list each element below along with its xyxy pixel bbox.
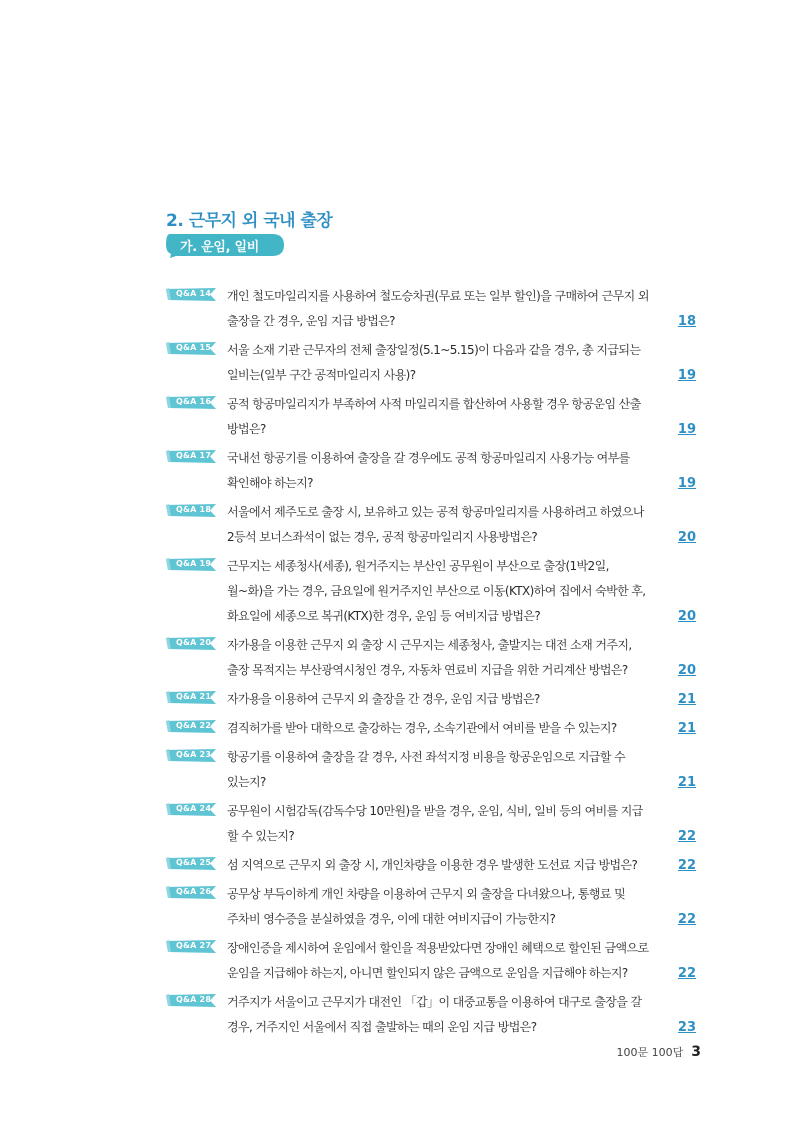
qa-badge <box>166 558 216 571</box>
qa-badge <box>166 504 216 517</box>
qa-badge-label: Q&A 27 <box>176 941 212 950</box>
qa-badge-label: Q&A 23 <box>176 750 212 759</box>
qa-question <box>227 745 696 795</box>
qa-question <box>227 990 696 1040</box>
qa-question-line: 자가용을 이용하여 근무지 외 출장을 간 경우, 운임 지급 방법은? <box>227 692 540 706</box>
qa-question-line: 근무지는 세종청사(세종), 원거주지는 부산인 공무원이 부산으로 출장(1박2일, <box>227 559 609 573</box>
qa-page-link[interactable]: 22 <box>677 829 696 844</box>
qa-item[interactable] <box>166 687 696 712</box>
page-footer <box>617 1041 702 1060</box>
qa-page-link[interactable]: 20 <box>677 530 696 545</box>
qa-badge-label: Q&A 18 <box>176 505 212 514</box>
qa-question-line: 확인해야 하는지? <box>227 476 313 490</box>
qa-item[interactable] <box>166 554 696 629</box>
qa-question-line: 출장을 간 경우, 운임 지급 방법은? <box>227 314 395 328</box>
qa-item[interactable] <box>166 633 696 683</box>
qa-badge <box>166 940 216 953</box>
qa-badge <box>166 342 216 355</box>
qa-page-link[interactable]: 21 <box>677 775 696 790</box>
qa-question-line: 겸직허가를 받아 대학으로 출강하는 경우, 소속기관에서 여비를 받을 수 있는지? <box>227 721 617 735</box>
qa-item[interactable] <box>166 392 696 442</box>
qa-badge <box>166 720 216 733</box>
qa-question-line: 서울에서 제주도로 출장 시, 보유하고 있는 공적 항공마일리지를 사용하려고 하였으나 <box>227 505 644 519</box>
qa-badge-label: Q&A 14 <box>176 289 212 298</box>
qa-badge-label: Q&A 28 <box>176 995 212 1004</box>
qa-page-link[interactable]: 18 <box>677 314 696 329</box>
footer-page-number: 3 <box>691 1044 701 1060</box>
qa-badge-label: Q&A 16 <box>176 397 212 406</box>
subsection-title: 가. 운임, 일비 <box>180 240 260 255</box>
qa-item[interactable] <box>166 882 696 932</box>
qa-page-link[interactable]: 21 <box>677 721 696 736</box>
qa-question-line: 주차비 영수증을 분실하였을 경우, 이에 대한 여비지급이 가능한지? <box>227 912 556 926</box>
qa-badge-label: Q&A 20 <box>176 638 212 647</box>
qa-badge <box>166 886 216 899</box>
qa-question-line: 항공기를 이용하여 출장을 갈 경우, 사전 좌석지정 비용을 항공운임으로 지급할 수 <box>227 750 626 764</box>
qa-badge <box>166 396 216 409</box>
qa-badge <box>166 637 216 650</box>
qa-page-link[interactable]: 22 <box>677 966 696 981</box>
qa-badge-label: Q&A 19 <box>176 559 212 568</box>
qa-question-line: 공무원이 시험감독(감독수당 10만원)을 받을 경우, 운임, 식비, 일비 등의 여비를 지급 <box>227 804 643 818</box>
qa-badge <box>166 994 216 1007</box>
qa-page-link[interactable]: 22 <box>677 912 696 927</box>
qa-question <box>227 882 696 932</box>
qa-page-link[interactable]: 19 <box>677 368 696 383</box>
qa-question <box>227 799 696 849</box>
qa-item[interactable] <box>166 716 696 741</box>
qa-question-line: 경우, 거주지인 서울에서 직접 출발하는 때의 운임 지급 방법은? <box>227 1020 537 1034</box>
qa-item[interactable] <box>166 284 696 334</box>
qa-question-line: 운임을 지급해야 하는지, 아니면 할인되지 않은 금액으로 운임을 지급해야 하는지? <box>227 966 628 980</box>
qa-item[interactable] <box>166 338 696 388</box>
qa-question-line: 공무상 부득이하게 개인 차량을 이용하여 근무지 외 출장을 다녀왔으나, 통행료 및 <box>227 887 626 901</box>
footer-book-title: 100문 100답 <box>616 1046 684 1059</box>
qa-question-line: 출장 목적지는 부산광역시청인 경우, 자동차 연료비 지급을 위한 거리계산 방법은? <box>227 663 628 677</box>
qa-badge-label: Q&A 22 <box>176 721 212 730</box>
qa-question-line: 공적 항공마일리지가 부족하여 사적 마일리지를 합산하여 사용할 경우 항공운임 산출 <box>227 397 641 411</box>
qa-item[interactable] <box>166 799 696 849</box>
qa-item[interactable] <box>166 936 696 986</box>
qa-question-line: 개인 철도마일리지를 사용하여 철도승차권(무료 또는 일부 할인)을 구매하여 근무지 외 <box>227 289 649 303</box>
qa-question-line: 자가용을 이용한 근무지 외 출장 시 근무지는 세종청사, 출발지는 대전 소재 거주지, <box>227 638 632 652</box>
qa-question-line: 섬 지역으로 근무지 외 출장 시, 개인차량을 이용한 경우 발생한 도선료 지급 방법은? <box>227 858 638 872</box>
qa-badge <box>166 803 216 816</box>
qa-page-link[interactable]: 22 <box>677 858 696 873</box>
qa-question-line: 할 수 있는지? <box>227 829 295 843</box>
qa-question-line: 월~화)을 가는 경우, 금요일에 원거주지인 부산으로 이동(KTX)하여 집에서 숙박한 후, <box>227 584 646 598</box>
qa-question-line: 방법은? <box>227 422 266 436</box>
qa-item[interactable] <box>166 446 696 496</box>
qa-badge-label: Q&A 26 <box>176 887 212 896</box>
qa-page-link[interactable]: 20 <box>677 663 696 678</box>
qa-question-line: 일비는(일부 구간 공적마일리지 사용)? <box>227 368 416 382</box>
section-title: 2. 근무지 외 국내 출장 <box>166 211 333 231</box>
qa-item[interactable] <box>166 500 696 550</box>
qa-question <box>227 853 696 878</box>
qa-question-line: 화요일에 세종으로 복귀(KTX)한 경우, 운임 등 여비지급 방법은? <box>227 609 541 623</box>
qa-question-line: 장애인증을 제시하여 운임에서 할인을 적용받았다면 장애인 혜택으로 할인된 금액으로 <box>227 941 649 955</box>
qa-badge-label: Q&A 17 <box>176 451 212 460</box>
qa-page-link[interactable]: 23 <box>677 1020 696 1035</box>
qa-badge <box>166 857 216 870</box>
qa-question <box>227 446 696 496</box>
qa-item[interactable] <box>166 853 696 878</box>
qa-badge-label: Q&A 21 <box>176 692 212 701</box>
qa-question <box>227 687 696 712</box>
subsection-tab <box>166 234 284 256</box>
qa-question-line: 거주지가 서울이고 근무지가 대전인 「갑」이 대중교통을 이용하여 대구로 출장을 갈 <box>227 995 642 1009</box>
qa-badge <box>166 450 216 463</box>
qa-question-line: 국내선 항공기를 이용하여 출장을 갈 경우에도 공적 항공마일리지 사용가능 여부를 <box>227 451 630 465</box>
qa-badge <box>166 691 216 704</box>
qa-question-line: 2등석 보너스좌석이 없는 경우, 공적 항공마일리지 사용방법은? <box>227 530 538 544</box>
qa-page-link[interactable]: 19 <box>677 476 696 491</box>
qa-badge-label: Q&A 25 <box>176 858 212 867</box>
qa-question <box>227 936 696 986</box>
qa-question <box>227 284 696 334</box>
qa-question <box>227 554 696 629</box>
qa-question-line: 있는지? <box>227 775 266 789</box>
qa-item[interactable] <box>166 990 696 1040</box>
qa-list <box>166 284 696 1044</box>
qa-badge <box>166 288 216 301</box>
qa-question-line: 서울 소재 기관 근무자의 전체 출장일정(5.1~5.15)이 다음과 같을 경우, 총 지급되는 <box>227 343 641 357</box>
qa-page-link[interactable]: 19 <box>677 422 696 437</box>
qa-question <box>227 716 696 741</box>
qa-question <box>227 633 696 683</box>
qa-badge <box>166 749 216 762</box>
qa-badge-label: Q&A 24 <box>176 804 212 813</box>
qa-page-link[interactable]: 20 <box>677 609 696 624</box>
qa-question <box>227 500 696 550</box>
qa-badge-label: Q&A 15 <box>176 343 212 352</box>
qa-question <box>227 392 696 442</box>
qa-question <box>227 338 696 388</box>
qa-page-link[interactable]: 21 <box>677 692 696 707</box>
qa-item[interactable] <box>166 745 696 795</box>
